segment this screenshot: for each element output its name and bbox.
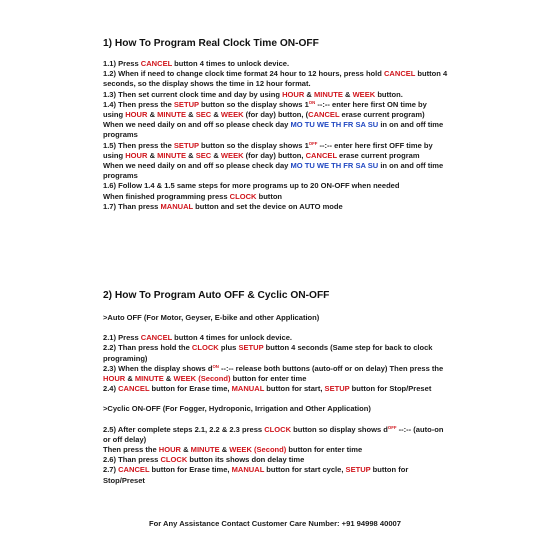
state-superscript: ON [308,99,316,105]
keyword-highlight: MO TU WE TH FR SA SU [290,161,379,171]
keyword-highlight: WEEK [352,89,376,99]
instruction-line: >Auto OFF (For Motor, Geyser, E-bike and other Application) [103,313,320,322]
instruction-line: 1.1) Press CANCEL button 4 times to unlock device. [103,59,290,68]
keyword-highlight: SETUP [173,140,199,150]
keyword-highlight: CLOCK [229,191,257,201]
keyword-highlight: MINUTE [313,89,343,99]
section1-title: 1) How To Program Real Clock Time ON-OFF [103,38,319,49]
keyword-highlight: HOUR [125,110,148,120]
keyword-highlight: MINUTE [157,150,187,160]
keyword-highlight: CANCEL [308,110,340,120]
keyword-highlight: CANCEL [140,59,173,68]
keyword-highlight: MO TU WE TH FR SA SU [290,120,379,130]
keyword-highlight: MANUAL [231,465,265,475]
keyword-highlight: WEEK [220,110,244,120]
instruction-line: 2.3) When the display shows $d^{ON}$ --:-- release both buttons (auto-off or on delay) Then press the HOUR & MINUTE & WEEK (Second) button for enter time [103,363,444,384]
keyword-highlight: CLOCK [264,424,292,434]
instruction-line: 1.2) When if need to change clock time format 24 hour to 12 hours, press hold CANCEL button 4 seconds, so the display shows the time in 12 hour format. [103,69,448,89]
keyword-highlight: CLOCK [191,343,219,353]
instruction-line: 2.1) Press CANCEL button 4 times for unlock device. [103,333,293,343]
keyword-highlight: SEC [195,110,212,120]
keyword-highlight: WEEK (Second) [229,445,287,455]
instruction-line: 1.4) Then press the SETUP button so the display shows $1^{ON}$ --:-- enter here first ON time by using HOUR & MINUTE & SEC & WEEK (for day) button, (CANCEL erase current program) [103,99,427,120]
keyword-highlight: CANCEL [118,465,150,475]
state-superscript: OFF [387,424,397,430]
keyword-highlight: CANCEL [118,384,150,394]
keyword-highlight: WEEK [220,150,244,160]
keyword-highlight: MINUTE [157,110,187,120]
section1-body [103,59,448,212]
instruction-line: 1.6) Follow 1.4 & 1.5 same steps for more programs up to 20 ON-OFF when needed [103,181,400,191]
state-superscript: OFF [308,140,318,146]
instruction-line: 1.3) Then set current clock time and day by using HOUR & MINUTE & WEEK button. [103,89,403,99]
keyword-highlight: WEEK (Second) [173,374,231,384]
section2-body [103,313,448,486]
keyword-highlight: MANUAL [160,201,194,211]
keyword-highlight: HOUR [125,150,148,160]
instruction-line: >Cyclic ON-OFF (For Fogger, Hydroponic, Irrigation and Other Application) [103,404,371,414]
keyword-highlight: MANUAL [231,384,265,394]
instruction-line: When we need daily on and off so please check day MO TU WE TH FR SA SU in on and off time programs [103,161,444,181]
keyword-highlight: SETUP [238,343,264,353]
spacer [103,323,448,333]
instruction-line: 2.4) CANCEL button for Erase time, MANUAL button for start, SETUP button for Stop/Preset [103,384,432,394]
keyword-highlight: SEC [195,150,212,160]
instruction-line: 2.2) Than press hold the CLOCK plus SETUP button 4 seconds (Same step for back to clock programing) [103,343,433,363]
keyword-highlight: CANCEL [140,333,173,343]
instruction-line: 2.5) After complete steps 2.1, 2.2 & 2.3 press CLOCK button so display shows $d^{OFF}$ --:-- (auto-on or off delay) [103,424,444,444]
keyword-highlight: SETUP [345,465,371,475]
keyword-highlight: SETUP [324,384,350,394]
keyword-highlight: HOUR [158,445,182,455]
keyword-highlight: MINUTE [134,374,164,384]
section2-title: 2) How To Program Auto OFF & Cyclic ON-OFF [103,290,330,301]
keyword-highlight: CANCEL [383,69,416,79]
instruction-line: When we need daily on and off so please check day MO TU WE TH FR SA SU in on and off time programs [103,120,444,140]
instruction-line: 1.5) Then press the SETUP button so the display shows $1^{OFF}$ --:-- enter here first OFF time by using HOUR & MINUTE & SEC & WEEK (for day) button, CANCEL erase current program [103,140,433,160]
spacer [103,394,448,404]
state-superscript: ON [212,363,219,369]
keyword-highlight: MINUTE [190,445,220,455]
keyword-highlight: CLOCK [160,455,188,465]
instruction-line: 2.7) CANCEL button for Erase time, MANUAL button for start cycle, SETUP button for Stop/Preset [103,465,409,485]
instruction-line: Then press the HOUR & MINUTE & WEEK (Second) button for enter time [103,445,363,455]
customer-care-footer: For Any Assistance Contact Customer Care Number: +91 94998 40007 [148,519,402,528]
instruction-line: 2.6) Than press CLOCK button its shows don delay time [103,455,305,465]
instruction-line: 1.7) Than press MANUAL button and set the device on AUTO mode [103,201,343,211]
keyword-highlight: CANCEL [305,150,337,160]
spacer [103,415,448,425]
keyword-highlight: HOUR [282,89,305,99]
instruction-line: When finished programming press CLOCK button [103,191,283,201]
keyword-highlight: HOUR [103,374,126,384]
keyword-highlight: SETUP [173,99,199,109]
